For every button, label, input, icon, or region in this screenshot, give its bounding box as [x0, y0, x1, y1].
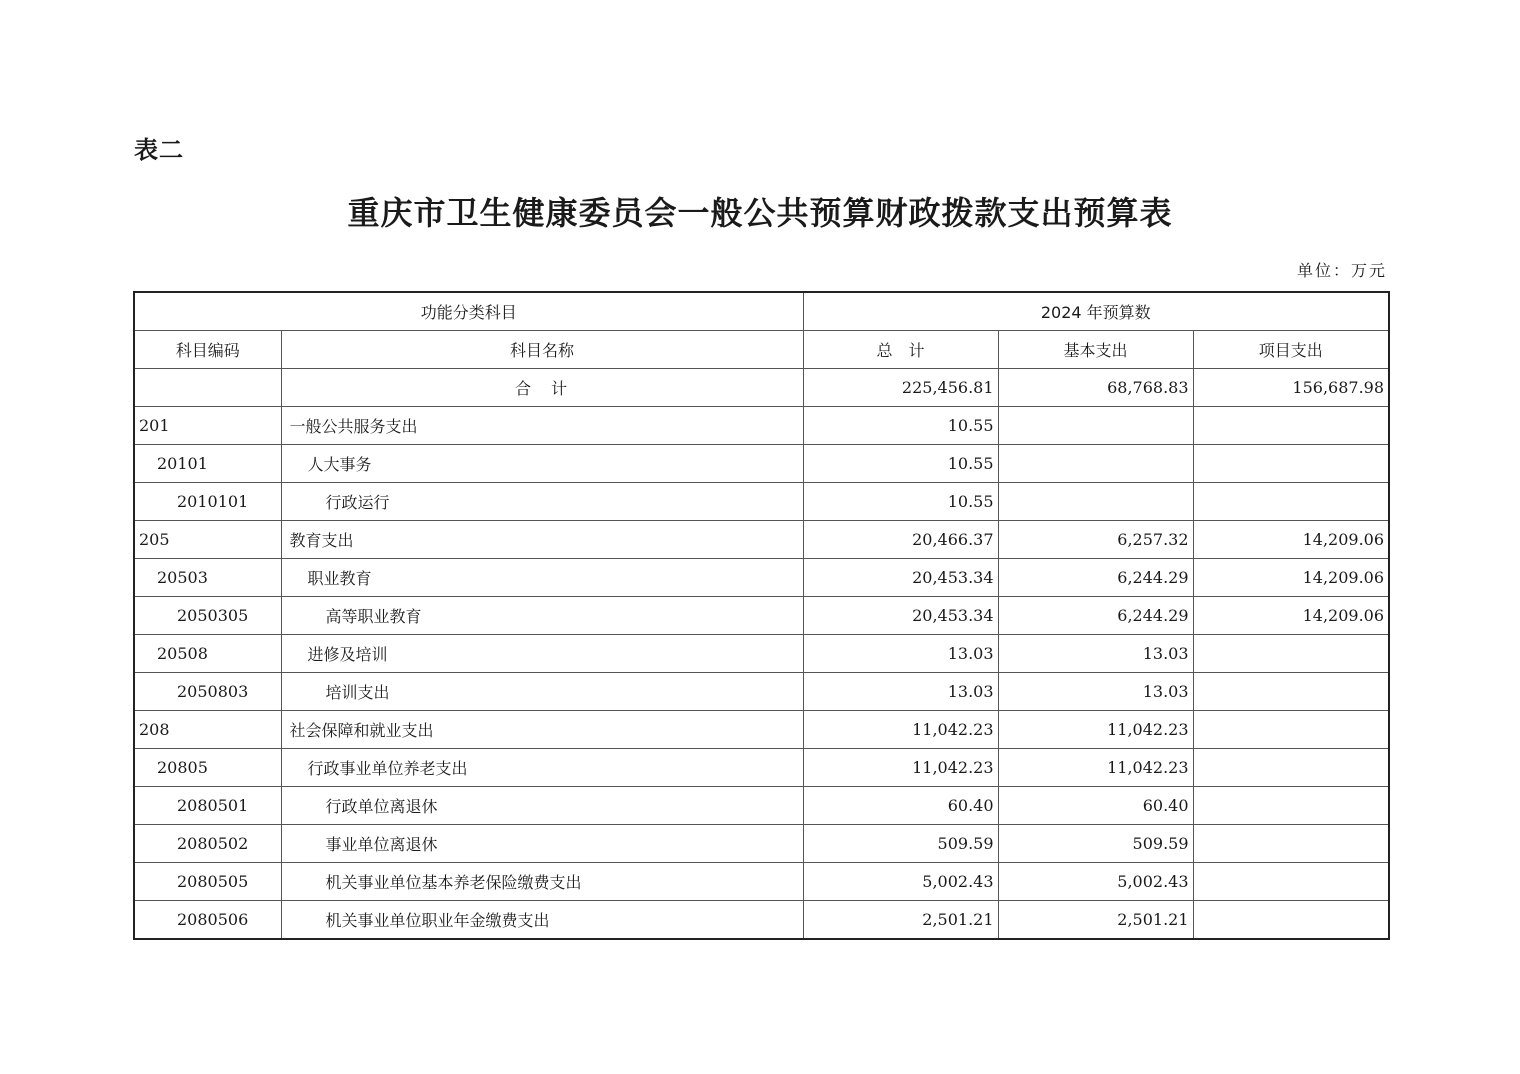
row-total: 20,453.34 — [803, 559, 998, 597]
row-name: 行政事业单位养老支出 — [281, 749, 803, 787]
total-label: 合 计 — [281, 369, 803, 407]
total-sum: 225,456.81 — [803, 369, 998, 407]
table-row — [134, 559, 1389, 597]
row-basic: 13.03 — [998, 673, 1193, 711]
row-basic: 6,244.29 — [998, 559, 1193, 597]
table-row — [134, 635, 1389, 673]
row-total: 2,501.21 — [803, 901, 998, 940]
row-project — [1193, 445, 1389, 483]
row-basic: 13.03 — [998, 635, 1193, 673]
row-basic: 11,042.23 — [998, 749, 1193, 787]
row-project — [1193, 825, 1389, 863]
row-name: 事业单位离退休 — [281, 825, 803, 863]
unit-label: 单位：万元 — [1296, 261, 1387, 280]
total-code — [134, 369, 281, 407]
table-row — [134, 673, 1389, 711]
row-basic: 6,244.29 — [998, 597, 1193, 635]
row-code: 2050803 — [134, 673, 281, 711]
budget-table — [133, 291, 1390, 940]
row-code: 20503 — [134, 559, 281, 597]
row-code: 201 — [134, 407, 281, 445]
table-row — [134, 445, 1389, 483]
row-project: 14,209.06 — [1193, 521, 1389, 559]
row-code: 2050305 — [134, 597, 281, 635]
row-code: 2010101 — [134, 483, 281, 521]
row-code: 20805 — [134, 749, 281, 787]
row-total: 10.55 — [803, 407, 998, 445]
header-group-row — [134, 292, 1389, 331]
table-row — [134, 787, 1389, 825]
row-code: 208 — [134, 711, 281, 749]
row-basic — [998, 483, 1193, 521]
row-total: 5,002.43 — [803, 863, 998, 901]
row-basic: 5,002.43 — [998, 863, 1193, 901]
row-code: 2080505 — [134, 863, 281, 901]
row-total: 11,042.23 — [803, 749, 998, 787]
row-code: 2080501 — [134, 787, 281, 825]
row-total: 10.55 — [803, 483, 998, 521]
row-name: 人大事务 — [281, 445, 803, 483]
table-row — [134, 901, 1389, 940]
row-project — [1193, 635, 1389, 673]
row-total: 11,042.23 — [803, 711, 998, 749]
row-total: 13.03 — [803, 673, 998, 711]
header-budget-year: 2024 年预算数 — [803, 292, 1389, 331]
row-project — [1193, 407, 1389, 445]
row-name: 高等职业教育 — [281, 597, 803, 635]
row-code: 2080506 — [134, 901, 281, 940]
row-name: 进修及培训 — [281, 635, 803, 673]
total-basic: 68,768.83 — [998, 369, 1193, 407]
row-basic: 6,257.32 — [998, 521, 1193, 559]
row-name: 机关事业单位基本养老保险缴费支出 — [281, 863, 803, 901]
row-code: 20101 — [134, 445, 281, 483]
row-basic — [998, 445, 1193, 483]
row-total: 60.40 — [803, 787, 998, 825]
row-name: 职业教育 — [281, 559, 803, 597]
row-name: 培训支出 — [281, 673, 803, 711]
row-total: 10.55 — [803, 445, 998, 483]
header-total: 总 计 — [803, 331, 998, 369]
row-project — [1193, 863, 1389, 901]
row-total: 509.59 — [803, 825, 998, 863]
row-project — [1193, 673, 1389, 711]
row-basic — [998, 407, 1193, 445]
row-total: 20,466.37 — [803, 521, 998, 559]
table-row — [134, 407, 1389, 445]
row-name: 行政单位离退休 — [281, 787, 803, 825]
row-project — [1193, 483, 1389, 521]
row-project — [1193, 711, 1389, 749]
row-name: 机关事业单位职业年金缴费支出 — [281, 901, 803, 940]
header-column-row — [134, 331, 1389, 369]
table-label: 表二 — [134, 136, 184, 164]
row-project: 14,209.06 — [1193, 559, 1389, 597]
row-basic: 60.40 — [998, 787, 1193, 825]
row-total: 20,453.34 — [803, 597, 998, 635]
header-name: 科目名称 — [281, 331, 803, 369]
row-project: 14,209.06 — [1193, 597, 1389, 635]
row-total: 13.03 — [803, 635, 998, 673]
total-row — [134, 369, 1389, 407]
table-row — [134, 863, 1389, 901]
row-name: 社会保障和就业支出 — [281, 711, 803, 749]
table-row — [134, 711, 1389, 749]
row-basic: 509.59 — [998, 825, 1193, 863]
header-function-classification: 功能分类科目 — [134, 292, 803, 331]
table-row — [134, 521, 1389, 559]
row-project — [1193, 787, 1389, 825]
row-name: 一般公共服务支出 — [281, 407, 803, 445]
row-name: 教育支出 — [281, 521, 803, 559]
header-project: 项目支出 — [1193, 331, 1389, 369]
header-code: 科目编码 — [134, 331, 281, 369]
row-code: 20508 — [134, 635, 281, 673]
row-code: 2080502 — [134, 825, 281, 863]
table-row — [134, 597, 1389, 635]
document-title: 重庆市卫生健康委员会一般公共预算财政拨款支出预算表 — [347, 194, 1173, 232]
total-project: 156,687.98 — [1193, 369, 1389, 407]
table-row — [134, 483, 1389, 521]
header-basic: 基本支出 — [998, 331, 1193, 369]
row-basic: 2,501.21 — [998, 901, 1193, 940]
table-row — [134, 825, 1389, 863]
row-code: 205 — [134, 521, 281, 559]
row-name: 行政运行 — [281, 483, 803, 521]
row-basic: 11,042.23 — [998, 711, 1193, 749]
row-project — [1193, 901, 1389, 940]
row-project — [1193, 749, 1389, 787]
table-row — [134, 749, 1389, 787]
